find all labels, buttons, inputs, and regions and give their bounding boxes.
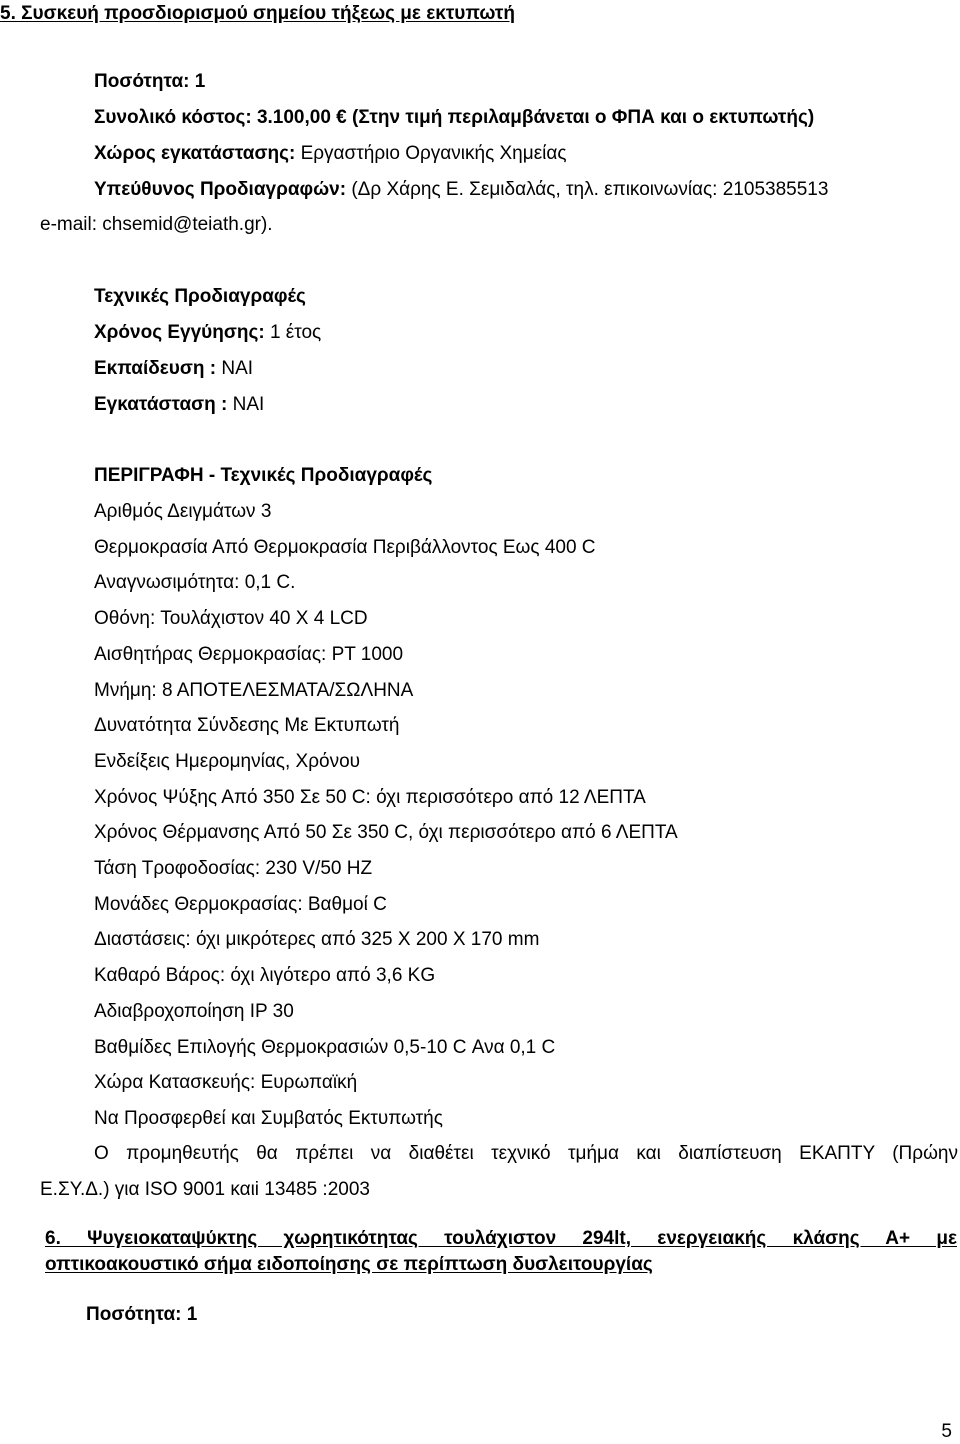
section-6-heading-line-1: 6. Ψυγειοκαταψύκτης χωρητικότητας τουλάχιστον 294lt, ενεργειακής κλάσης Α+ με xyxy=(45,1228,957,1249)
spec-responsible-label: Υπεύθυνος Προδιαγραφών: xyxy=(94,179,347,200)
description-heading: ΠΕΡΙΓΡΑΦΗ - Τεχνικές Προδιαγραφές xyxy=(94,465,433,486)
training-row xyxy=(94,358,253,380)
installation-label: Εγκατάσταση : xyxy=(94,394,228,415)
page-number: 5 xyxy=(941,1421,952,1442)
spec-line: Αναγνωσιμότητα: 0,1 C. xyxy=(94,572,296,594)
spec-line: Χρόνος Ψύξης Από 350 Σε 50 C: όχι περισσότερο από 12 ΛΕΠΤΑ xyxy=(94,786,646,808)
warranty-label: Χρόνος Εγγύησης: xyxy=(94,322,265,343)
section-6-heading-line-2: οπτικοακουστικό σήμα ειδοποίησης σε περίπτωση δυσλειτουργίας xyxy=(45,1254,653,1275)
spec-line: Δυνατότητα Σύνδεσης Με Εκτυπωτή xyxy=(94,715,400,737)
installation-location xyxy=(94,143,567,165)
tech-spec-heading: Τεχνικές Προδιαγραφές xyxy=(94,286,306,307)
section-6-quantity: Ποσότητα: 1 xyxy=(86,1304,198,1325)
spec-line: Μνήμη: 8 ΑΠΟΤΕΛΕΣΜΑΤΑ/ΣΩΛΗΝΑ xyxy=(94,679,414,701)
spec-line: Ενδείξεις Ημερομηνίας, Χρόνου xyxy=(94,750,361,772)
installation-row xyxy=(94,394,264,416)
installation-location-label: Χώρος εγκατάστασης: xyxy=(94,143,296,164)
spec-responsible xyxy=(94,179,828,201)
section-5-heading: 5. Συσκευή προσδιορισμού σημείου τήξεως με εκτυπωτή xyxy=(0,3,515,24)
spec-line: Αισθητήρας Θερμοκρασίας: PT 1000 xyxy=(94,643,404,665)
supplier-requirement-line-2: Ε.ΣΥ.Δ.) για ISO 9001 καιi 13485 :2003 xyxy=(40,1179,370,1200)
spec-line: Οθόνη: Τουλάχιστον 40 X 4 LCD xyxy=(94,608,368,630)
spec-line: Αριθμός Δειγμάτων 3 xyxy=(94,501,272,522)
spec-line: Διαστάσεις: όχι μικρότερες από 325 Χ 200 Χ 170 mm xyxy=(94,929,540,951)
spec-line: Τάση Τροφοδοσίας: 230 V/50 HZ xyxy=(94,858,373,879)
training-value: ΝΑΙ xyxy=(221,358,254,379)
installation-value: ΝΑΙ xyxy=(232,394,265,415)
section-5-total-cost: Συνολικό κόστος: 3.100,00 € (Στην τιμή περιλαμβάνεται ο ΦΠΑ και ο εκτυπωτής) xyxy=(94,107,815,128)
spec-responsible-value: (Δρ Χάρης Ε. Σεμιδαλάς, τηλ. επικοινωνίας: 2105385513 xyxy=(351,179,829,200)
spec-line: Να Προσφερθεί και Συμβατός Εκτυπωτής xyxy=(94,1107,443,1129)
spec-line: Χώρα Κατασκευής: Ευρωπαϊκή xyxy=(94,1072,358,1094)
spec-line: Θερμοκρασία Από Θερμοκρασία Περιβάλλοντος Εως 400 C xyxy=(94,536,596,558)
supplier-requirement-line-1: Ο προμηθευτής θα πρέπει να διαθέτει τεχνικό τμήμα και διαπίστευση ΕΚΑΠΤΥ (Πρώην xyxy=(94,1143,958,1164)
section-5-quantity: Ποσότητα: 1 xyxy=(94,71,206,92)
spec-line: Βαθμίδες Επιλογής Θερμοκρασιών 0,5-10 C Ανα 0,1 C xyxy=(94,1036,556,1058)
warranty-value: 1 έτος xyxy=(269,322,322,343)
spec-line: Μονάδες Θερμοκρασίας: Βαθμοί C xyxy=(94,893,387,915)
spec-line: Χρόνος Θέρμανσης Από 50 Σε 350 C, όχι περισσότερο από 6 ΛΕΠΤΑ xyxy=(94,822,678,844)
warranty-row xyxy=(94,322,321,344)
spec-line: Καθαρό Βάρος: όχι λιγότερο από 3,6 KG xyxy=(94,965,436,987)
training-label: Εκπαίδευση : xyxy=(94,358,217,379)
spec-line: Αδιαβροχοποίηση IP 30 xyxy=(94,1000,294,1022)
contact-email: e-mail: chsemid@teiath.gr). xyxy=(40,214,273,235)
installation-location-value: Εργαστήριο Οργανικής Χημείας xyxy=(300,143,567,164)
